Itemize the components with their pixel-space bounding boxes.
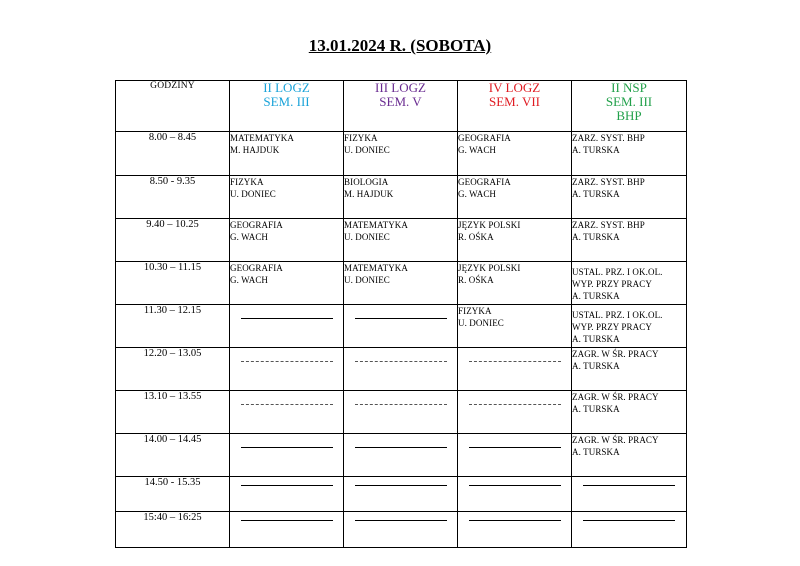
time-slot: 10.30 – 11.15 <box>116 262 230 305</box>
empty-slot-line <box>469 485 561 486</box>
schedule-row <box>116 512 687 548</box>
lesson-detail: R. OŚKA <box>458 275 494 285</box>
lesson-cell <box>572 132 687 176</box>
group-header-line2: SEM. III <box>605 94 653 109</box>
schedule-row <box>116 176 687 219</box>
schedule-row <box>116 262 687 305</box>
time-slot: 12.20 – 13.05 <box>116 348 230 391</box>
group-header-line2: SEM. V <box>379 94 422 109</box>
group-header-line3: BHP <box>616 108 642 123</box>
lesson-cell <box>344 391 458 434</box>
empty-slot-line <box>583 485 675 486</box>
lesson-subject: ZARZ. SYST. BHP <box>572 133 645 143</box>
lesson-cell <box>344 176 458 219</box>
lesson-cell <box>230 305 344 348</box>
lesson-cell <box>458 305 572 348</box>
empty-slot-line <box>469 404 561 405</box>
lesson-detail: A. TURSKA <box>572 232 620 242</box>
lesson-detail: U. DONIEC <box>344 275 390 285</box>
lesson-cell <box>572 305 687 348</box>
time-slot: 14.00 – 14.45 <box>116 434 230 477</box>
lesson-subject: ZARZ. SYST. BHP <box>572 177 645 187</box>
lesson-subject: BIOLOGIA <box>344 177 389 187</box>
empty-slot-line <box>241 447 333 448</box>
lesson-subject: FIZYKA <box>230 177 264 187</box>
lesson-cell <box>572 512 687 548</box>
lesson-cell <box>230 477 344 512</box>
lesson-detail: G. WACH <box>458 145 497 155</box>
empty-slot-line <box>355 404 447 405</box>
empty-slot-line <box>355 318 447 319</box>
lesson-cell <box>458 477 572 512</box>
lesson-cell <box>344 477 458 512</box>
group-header-line1: II LOGZ <box>263 80 310 95</box>
lesson-cell <box>458 434 572 477</box>
header-row <box>116 81 687 132</box>
lesson-detail: A. TURSKA <box>572 145 620 155</box>
schedule-row <box>116 132 687 176</box>
group-header-line2: SEM. III <box>263 94 310 109</box>
lesson-detail: U. DONIEC <box>344 232 390 242</box>
lesson-detail: WYP. PRZY PRACY <box>572 279 652 289</box>
lesson-detail: U. DONIEC <box>230 189 276 199</box>
lesson-detail: R. OŚKA <box>458 232 494 242</box>
lesson-cell <box>344 132 458 176</box>
time-slot: 13.10 – 13.55 <box>116 391 230 434</box>
time-slot: 14.50 - 15.35 <box>116 477 230 512</box>
lesson-subject: USTAL. PRZ. I OK.OL. <box>572 310 663 320</box>
schedule-row <box>116 219 687 262</box>
time-slot: 15:40 – 16:25 <box>116 512 230 548</box>
lesson-cell <box>572 262 687 305</box>
lesson-detail: A. TURSKA <box>572 189 620 199</box>
group-header-line1: II NSP <box>611 80 647 95</box>
lesson-cell <box>344 262 458 305</box>
lesson-cell <box>572 348 687 391</box>
lesson-subject: GEOGRAFIA <box>230 220 283 230</box>
schedule-row <box>116 305 687 348</box>
lesson-cell <box>230 176 344 219</box>
lesson-subject: GEOGRAFIA <box>230 263 283 273</box>
lesson-subject: GEOGRAFIA <box>458 177 511 187</box>
lesson-cell <box>230 434 344 477</box>
lesson-cell <box>344 512 458 548</box>
lesson-subject: ZAGR. W ŚR. PRACY <box>572 392 659 402</box>
group-header-1 <box>344 81 458 132</box>
lesson-cell <box>344 434 458 477</box>
time-slot: 8.00 – 8.45 <box>116 132 230 176</box>
lesson-detail: A. TURSKA <box>572 404 620 414</box>
schedule-body <box>116 132 687 548</box>
lesson-cell <box>230 219 344 262</box>
lesson-cell <box>458 391 572 434</box>
lesson-detail: WYP. PRZY PRACY <box>572 322 652 332</box>
lesson-detail: A. TURSKA <box>572 291 620 301</box>
lesson-cell <box>572 176 687 219</box>
lesson-cell <box>344 305 458 348</box>
empty-slot-line <box>469 447 561 448</box>
lesson-detail: G. WACH <box>458 189 497 199</box>
lesson-subject: MATEMATYKA <box>230 133 294 143</box>
lesson-subject: FIZYKA <box>458 306 492 316</box>
lesson-detail: G. WACH <box>230 275 269 285</box>
lesson-cell <box>458 348 572 391</box>
empty-slot-line <box>355 520 447 521</box>
empty-slot-line <box>241 361 333 362</box>
empty-slot-line <box>469 361 561 362</box>
page-title: 13.01.2024 R. (SOBOTA) <box>308 36 492 55</box>
schedule-row <box>116 348 687 391</box>
time-slot: 9.40 – 10.25 <box>116 219 230 262</box>
lesson-detail: U. DONIEC <box>458 318 504 328</box>
lesson-detail: M. HAJDUK <box>230 145 280 155</box>
hours-header: GODZINY <box>116 81 230 132</box>
lesson-detail: M. HAJDUK <box>344 189 394 199</box>
group-header-0 <box>230 81 344 132</box>
lesson-subject: JĘZYK POLSKI <box>458 220 521 230</box>
empty-slot-line <box>355 447 447 448</box>
empty-slot-line <box>241 520 333 521</box>
lesson-cell <box>458 219 572 262</box>
group-header-line1: III LOGZ <box>375 80 426 95</box>
lesson-cell <box>458 512 572 548</box>
lesson-cell <box>572 391 687 434</box>
time-slot: 8.50 - 9.35 <box>116 176 230 219</box>
lesson-cell <box>344 348 458 391</box>
lesson-detail: A. TURSKA <box>572 361 620 371</box>
time-slot: 11.30 – 12.15 <box>116 305 230 348</box>
empty-slot-line <box>583 520 675 521</box>
group-header-line2: SEM. VII <box>488 94 541 109</box>
lesson-cell <box>458 176 572 219</box>
schedule-table <box>115 80 687 548</box>
schedule-row <box>116 477 687 512</box>
group-header-line1: IV LOGZ <box>488 80 541 95</box>
lesson-subject: ZAGR. W ŚR. PRACY <box>572 435 659 445</box>
empty-slot-line <box>241 404 333 405</box>
schedule-row <box>116 434 687 477</box>
lesson-subject: MATEMATYKA <box>344 263 408 273</box>
empty-slot-line <box>241 318 333 319</box>
schedule-row <box>116 391 687 434</box>
lesson-cell <box>230 512 344 548</box>
lesson-subject: ZAGR. W ŚR. PRACY <box>572 349 659 359</box>
lesson-cell <box>230 132 344 176</box>
empty-slot-line <box>241 485 333 486</box>
lesson-cell <box>344 219 458 262</box>
group-header-2 <box>458 81 572 132</box>
lesson-detail: A. TURSKA <box>572 334 620 344</box>
lesson-detail: U. DONIEC <box>344 145 390 155</box>
empty-slot-line <box>469 520 561 521</box>
lesson-detail: A. TURSKA <box>572 447 620 457</box>
lesson-subject: ZARZ. SYST. BHP <box>572 220 645 230</box>
empty-slot-line <box>355 361 447 362</box>
lesson-detail: G. WACH <box>230 232 269 242</box>
lesson-subject: USTAL. PRZ. I OK.OL. <box>572 267 663 277</box>
lesson-subject: MATEMATYKA <box>344 220 408 230</box>
lesson-subject: FIZYKA <box>344 133 378 143</box>
lesson-cell <box>230 348 344 391</box>
group-header-3 <box>572 81 687 132</box>
lesson-subject: GEOGRAFIA <box>458 133 511 143</box>
lesson-cell <box>458 262 572 305</box>
lesson-cell <box>572 219 687 262</box>
lesson-cell <box>458 132 572 176</box>
lesson-subject: JĘZYK POLSKI <box>458 263 521 273</box>
empty-slot-line <box>355 485 447 486</box>
lesson-cell <box>572 477 687 512</box>
lesson-cell <box>230 391 344 434</box>
lesson-cell <box>572 434 687 477</box>
lesson-cell <box>230 262 344 305</box>
